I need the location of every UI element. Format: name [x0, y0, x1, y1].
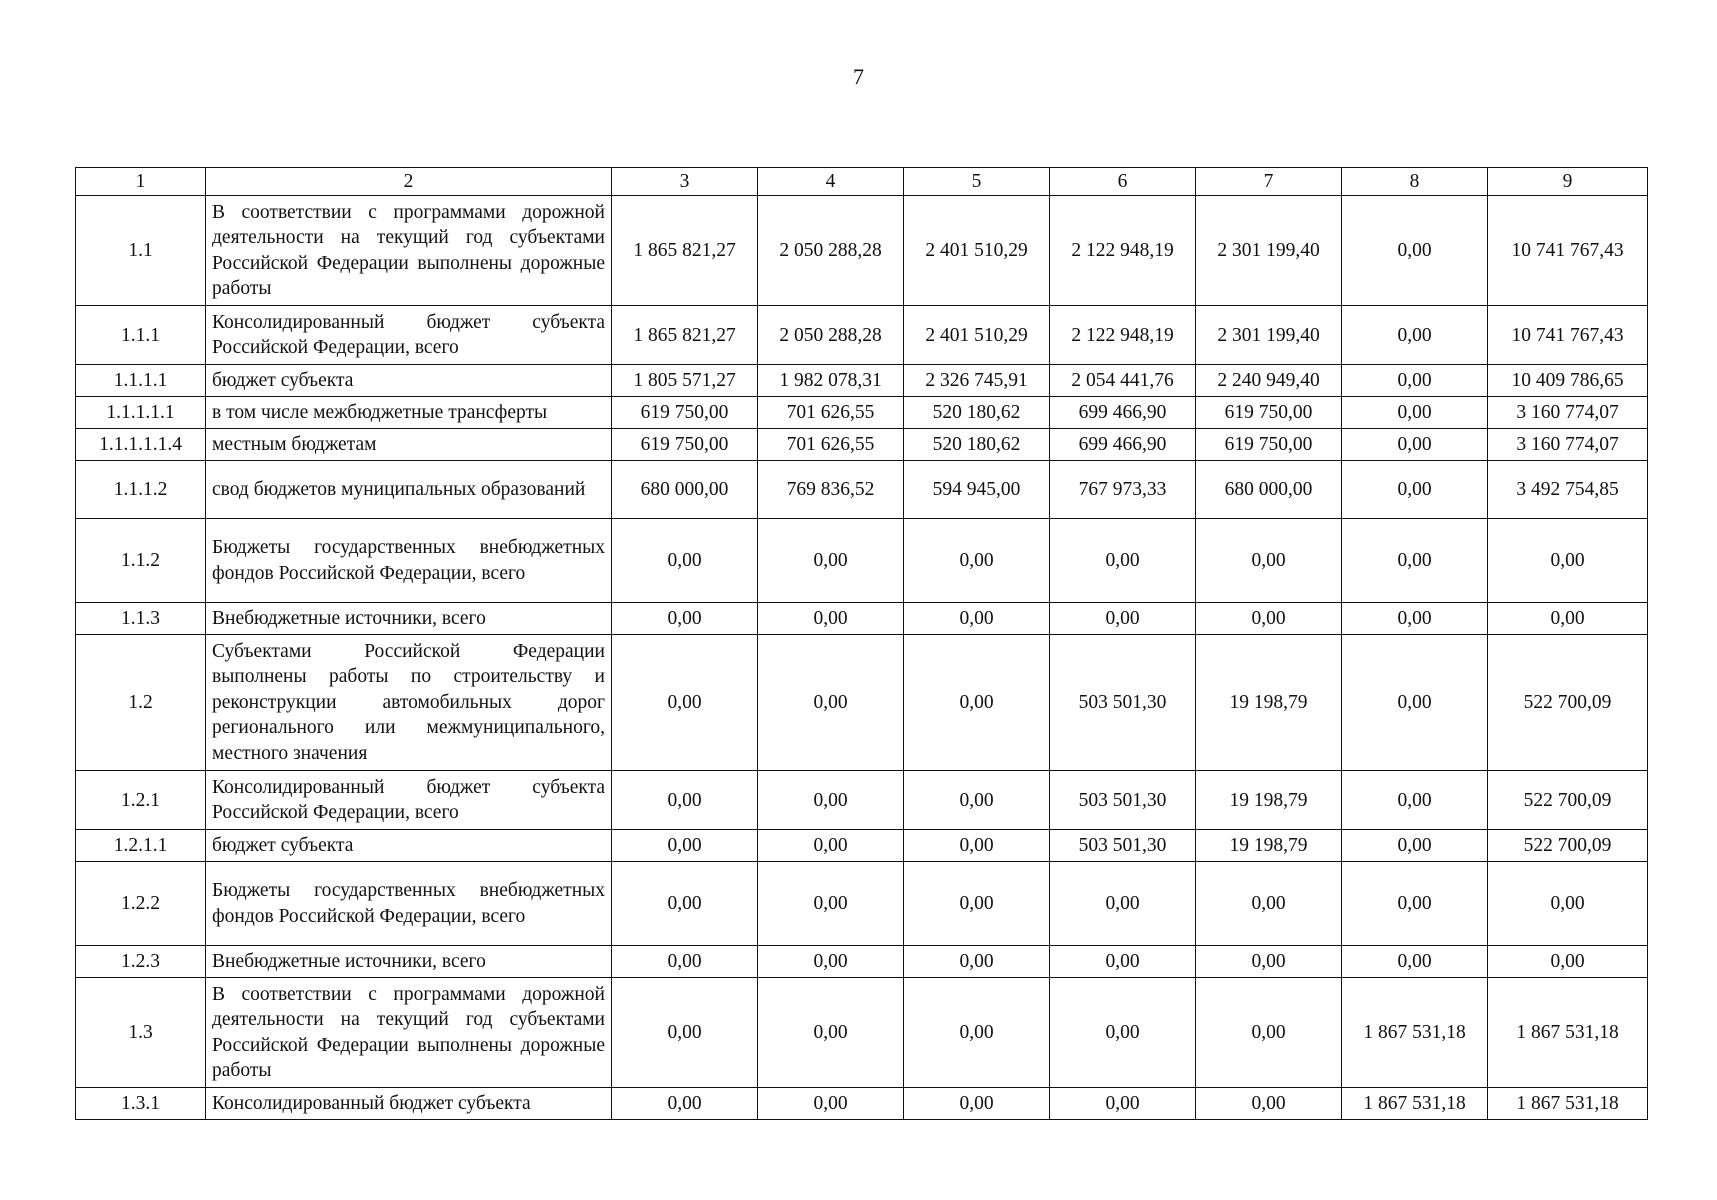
row-value-cell-col-8: 0,00 — [1342, 397, 1488, 429]
row-description-cell: Консолидированный бюджет субъекта — [206, 1088, 612, 1120]
table-row — [76, 196, 1648, 306]
header-cell: 5 — [904, 168, 1050, 196]
row-value-cell-col-3: 0,00 — [612, 1088, 758, 1120]
row-value-cell-col-6: 0,00 — [1050, 862, 1196, 946]
row-value-cell-col-7: 619 750,00 — [1196, 429, 1342, 461]
row-code-cell: 1.1.1.1 — [76, 365, 206, 397]
row-value-cell-col-8: 0,00 — [1342, 771, 1488, 830]
header-cell: 9 — [1488, 168, 1648, 196]
row-description-cell: бюджет субъекта — [206, 365, 612, 397]
row-value-cell-col-7: 0,00 — [1196, 519, 1342, 603]
row-value-cell-col-6: 699 466,90 — [1050, 429, 1196, 461]
row-description-cell: свод бюджетов муниципальных образований — [206, 461, 612, 519]
row-value-cell-col-9: 10 741 767,43 — [1488, 306, 1648, 365]
row-value-cell-col-5: 520 180,62 — [904, 429, 1050, 461]
row-value-cell-col-8: 0,00 — [1342, 635, 1488, 771]
row-value-cell-col-7: 19 198,79 — [1196, 771, 1342, 830]
row-value-cell-col-5: 2 401 510,29 — [904, 196, 1050, 306]
row-value-cell-col-5: 0,00 — [904, 519, 1050, 603]
table-row — [76, 978, 1648, 1088]
row-value-cell-col-8: 1 867 531,18 — [1342, 978, 1488, 1088]
row-value-cell-col-6: 0,00 — [1050, 603, 1196, 635]
row-value-cell-col-5: 0,00 — [904, 862, 1050, 946]
row-value-cell-col-3: 1 865 821,27 — [612, 306, 758, 365]
row-value-cell-col-6: 0,00 — [1050, 519, 1196, 603]
row-description-cell: Бюджеты государственных внебюджетных фондов Российской Федерации, всего — [206, 519, 612, 603]
row-value-cell-col-7: 619 750,00 — [1196, 397, 1342, 429]
row-value-cell-col-5: 594 945,00 — [904, 461, 1050, 519]
row-value-cell-col-3: 0,00 — [612, 771, 758, 830]
row-value-cell-col-3: 680 000,00 — [612, 461, 758, 519]
row-description-cell: Консолидированный бюджет субъекта Российской Федерации, всего — [206, 306, 612, 365]
row-value-cell-col-7: 2 301 199,40 — [1196, 306, 1342, 365]
row-value-cell-col-5: 0,00 — [904, 946, 1050, 978]
row-value-cell-col-9: 3 160 774,07 — [1488, 429, 1648, 461]
row-value-cell-col-9: 522 700,09 — [1488, 830, 1648, 862]
row-code-cell: 1.3.1 — [76, 1088, 206, 1120]
row-code-cell: 1.2.2 — [76, 862, 206, 946]
row-value-cell-col-8: 0,00 — [1342, 830, 1488, 862]
row-value-cell-col-9: 10 741 767,43 — [1488, 196, 1648, 306]
row-value-cell-col-6: 503 501,30 — [1050, 830, 1196, 862]
row-value-cell-col-3: 619 750,00 — [612, 397, 758, 429]
budget-table — [75, 167, 1648, 1120]
table-row — [76, 603, 1648, 635]
page-number: 7 — [853, 64, 864, 89]
row-value-cell-col-5: 520 180,62 — [904, 397, 1050, 429]
row-code-cell: 1.1.3 — [76, 603, 206, 635]
table-row — [76, 519, 1648, 603]
row-description-cell: Внебюджетные источники, всего — [206, 603, 612, 635]
row-value-cell-col-4: 2 050 288,28 — [758, 196, 904, 306]
row-code-cell: 1.3 — [76, 978, 206, 1088]
row-value-cell-col-9: 10 409 786,65 — [1488, 365, 1648, 397]
row-code-cell: 1.2.1 — [76, 771, 206, 830]
row-value-cell-col-9: 0,00 — [1488, 862, 1648, 946]
row-value-cell-col-3: 0,00 — [612, 603, 758, 635]
row-value-cell-col-4: 0,00 — [758, 830, 904, 862]
table-row — [76, 306, 1648, 365]
table-row — [76, 946, 1648, 978]
row-value-cell-col-9: 0,00 — [1488, 603, 1648, 635]
row-value-cell-col-5: 2 401 510,29 — [904, 306, 1050, 365]
row-description-cell: Бюджеты государственных внебюджетных фондов Российской Федерации, всего — [206, 862, 612, 946]
header-cell: 1 — [76, 168, 206, 196]
row-value-cell-col-6: 2 122 948,19 — [1050, 306, 1196, 365]
row-value-cell-col-9: 1 867 531,18 — [1488, 978, 1648, 1088]
row-value-cell-col-8: 0,00 — [1342, 196, 1488, 306]
header-cell: 4 — [758, 168, 904, 196]
row-value-cell-col-8: 0,00 — [1342, 862, 1488, 946]
row-value-cell-col-7: 0,00 — [1196, 603, 1342, 635]
header-cell: 6 — [1050, 168, 1196, 196]
table-row — [76, 1088, 1648, 1120]
row-value-cell-col-5: 0,00 — [904, 771, 1050, 830]
row-value-cell-col-3: 1 805 571,27 — [612, 365, 758, 397]
row-value-cell-col-4: 0,00 — [758, 978, 904, 1088]
row-value-cell-col-7: 680 000,00 — [1196, 461, 1342, 519]
row-value-cell-col-4: 1 982 078,31 — [758, 365, 904, 397]
row-value-cell-col-6: 503 501,30 — [1050, 635, 1196, 771]
row-code-cell: 1.2 — [76, 635, 206, 771]
row-value-cell-col-9: 522 700,09 — [1488, 771, 1648, 830]
row-value-cell-col-5: 0,00 — [904, 1088, 1050, 1120]
row-description-cell: Субъектами Российской Федерации выполнены работы по строительству и реконструкции автомобильных дорог регионального или межмуниципального, местного значения — [206, 635, 612, 771]
row-value-cell-col-6: 767 973,33 — [1050, 461, 1196, 519]
row-value-cell-col-6: 2 054 441,76 — [1050, 365, 1196, 397]
row-value-cell-col-6: 0,00 — [1050, 1088, 1196, 1120]
row-value-cell-col-4: 0,00 — [758, 862, 904, 946]
row-value-cell-col-4: 0,00 — [758, 1088, 904, 1120]
row-description-cell: местным бюджетам — [206, 429, 612, 461]
row-value-cell-col-7: 0,00 — [1196, 946, 1342, 978]
row-description-cell: В соответствии с программами дорожной деятельности на текущий год субъектами Российской Федерации выполнены дорожные работы — [206, 978, 612, 1088]
row-value-cell-col-9: 0,00 — [1488, 946, 1648, 978]
table-row — [76, 635, 1648, 771]
row-value-cell-col-8: 0,00 — [1342, 519, 1488, 603]
row-value-cell-col-4: 769 836,52 — [758, 461, 904, 519]
row-value-cell-col-3: 0,00 — [612, 946, 758, 978]
row-value-cell-col-4: 701 626,55 — [758, 397, 904, 429]
row-value-cell-col-5: 0,00 — [904, 635, 1050, 771]
table-row — [76, 862, 1648, 946]
row-value-cell-col-3: 0,00 — [612, 830, 758, 862]
row-value-cell-col-5: 0,00 — [904, 830, 1050, 862]
row-value-cell-col-8: 0,00 — [1342, 603, 1488, 635]
row-description-cell: в том числе межбюджетные трансферты — [206, 397, 612, 429]
row-value-cell-col-8: 0,00 — [1342, 429, 1488, 461]
row-value-cell-col-7: 0,00 — [1196, 978, 1342, 1088]
row-code-cell: 1.1.2 — [76, 519, 206, 603]
row-description-cell: Консолидированный бюджет субъекта Российской Федерации, всего — [206, 771, 612, 830]
header-cell: 8 — [1342, 168, 1488, 196]
row-value-cell-col-9: 522 700,09 — [1488, 635, 1648, 771]
table-body — [76, 196, 1648, 1120]
row-value-cell-col-7: 2 301 199,40 — [1196, 196, 1342, 306]
row-value-cell-col-7: 0,00 — [1196, 862, 1342, 946]
row-code-cell: 1.1.1.1.1.4 — [76, 429, 206, 461]
row-value-cell-col-3: 0,00 — [612, 519, 758, 603]
table-row — [76, 461, 1648, 519]
header-cell: 7 — [1196, 168, 1342, 196]
row-value-cell-col-8: 0,00 — [1342, 306, 1488, 365]
row-value-cell-col-9: 1 867 531,18 — [1488, 1088, 1648, 1120]
row-value-cell-col-3: 0,00 — [612, 978, 758, 1088]
table-row — [76, 365, 1648, 397]
row-value-cell-col-9: 0,00 — [1488, 519, 1648, 603]
row-value-cell-col-6: 503 501,30 — [1050, 771, 1196, 830]
row-value-cell-col-9: 3 160 774,07 — [1488, 397, 1648, 429]
row-value-cell-col-3: 0,00 — [612, 635, 758, 771]
row-value-cell-col-8: 0,00 — [1342, 946, 1488, 978]
row-value-cell-col-8: 0,00 — [1342, 365, 1488, 397]
table-row — [76, 397, 1648, 429]
row-value-cell-col-4: 0,00 — [758, 519, 904, 603]
row-value-cell-col-4: 701 626,55 — [758, 429, 904, 461]
row-description-cell: В соответствии с программами дорожной деятельности на текущий год субъектами Российской Федерации выполнены дорожные работы — [206, 196, 612, 306]
row-value-cell-col-3: 0,00 — [612, 862, 758, 946]
row-code-cell: 1.1.1.2 — [76, 461, 206, 519]
header-cell: 2 — [206, 168, 612, 196]
table-row — [76, 429, 1648, 461]
row-value-cell-col-8: 0,00 — [1342, 461, 1488, 519]
row-value-cell-col-6: 0,00 — [1050, 946, 1196, 978]
row-value-cell-col-5: 0,00 — [904, 603, 1050, 635]
table-row — [76, 830, 1648, 862]
header-cell: 3 — [612, 168, 758, 196]
row-value-cell-col-4: 0,00 — [758, 635, 904, 771]
row-description-cell: Внебюджетные источники, всего — [206, 946, 612, 978]
row-value-cell-col-3: 1 865 821,27 — [612, 196, 758, 306]
row-value-cell-col-6: 0,00 — [1050, 978, 1196, 1088]
row-value-cell-col-8: 1 867 531,18 — [1342, 1088, 1488, 1120]
row-value-cell-col-5: 2 326 745,91 — [904, 365, 1050, 397]
row-description-cell: бюджет субъекта — [206, 830, 612, 862]
row-code-cell: 1.1.1.1.1 — [76, 397, 206, 429]
row-value-cell-col-7: 19 198,79 — [1196, 830, 1342, 862]
row-value-cell-col-9: 3 492 754,85 — [1488, 461, 1648, 519]
row-value-cell-col-6: 699 466,90 — [1050, 397, 1196, 429]
row-value-cell-col-4: 0,00 — [758, 603, 904, 635]
row-value-cell-col-4: 0,00 — [758, 771, 904, 830]
row-code-cell: 1.1 — [76, 196, 206, 306]
row-value-cell-col-7: 0,00 — [1196, 1088, 1342, 1120]
row-code-cell: 1.2.1.1 — [76, 830, 206, 862]
row-value-cell-col-6: 2 122 948,19 — [1050, 196, 1196, 306]
row-value-cell-col-4: 2 050 288,28 — [758, 306, 904, 365]
row-code-cell: 1.1.1 — [76, 306, 206, 365]
row-value-cell-col-3: 619 750,00 — [612, 429, 758, 461]
row-value-cell-col-5: 0,00 — [904, 978, 1050, 1088]
row-value-cell-col-7: 19 198,79 — [1196, 635, 1342, 771]
header-row — [76, 168, 1648, 196]
row-value-cell-col-7: 2 240 949,40 — [1196, 365, 1342, 397]
row-code-cell: 1.2.3 — [76, 946, 206, 978]
table-row — [76, 771, 1648, 830]
row-value-cell-col-4: 0,00 — [758, 946, 904, 978]
